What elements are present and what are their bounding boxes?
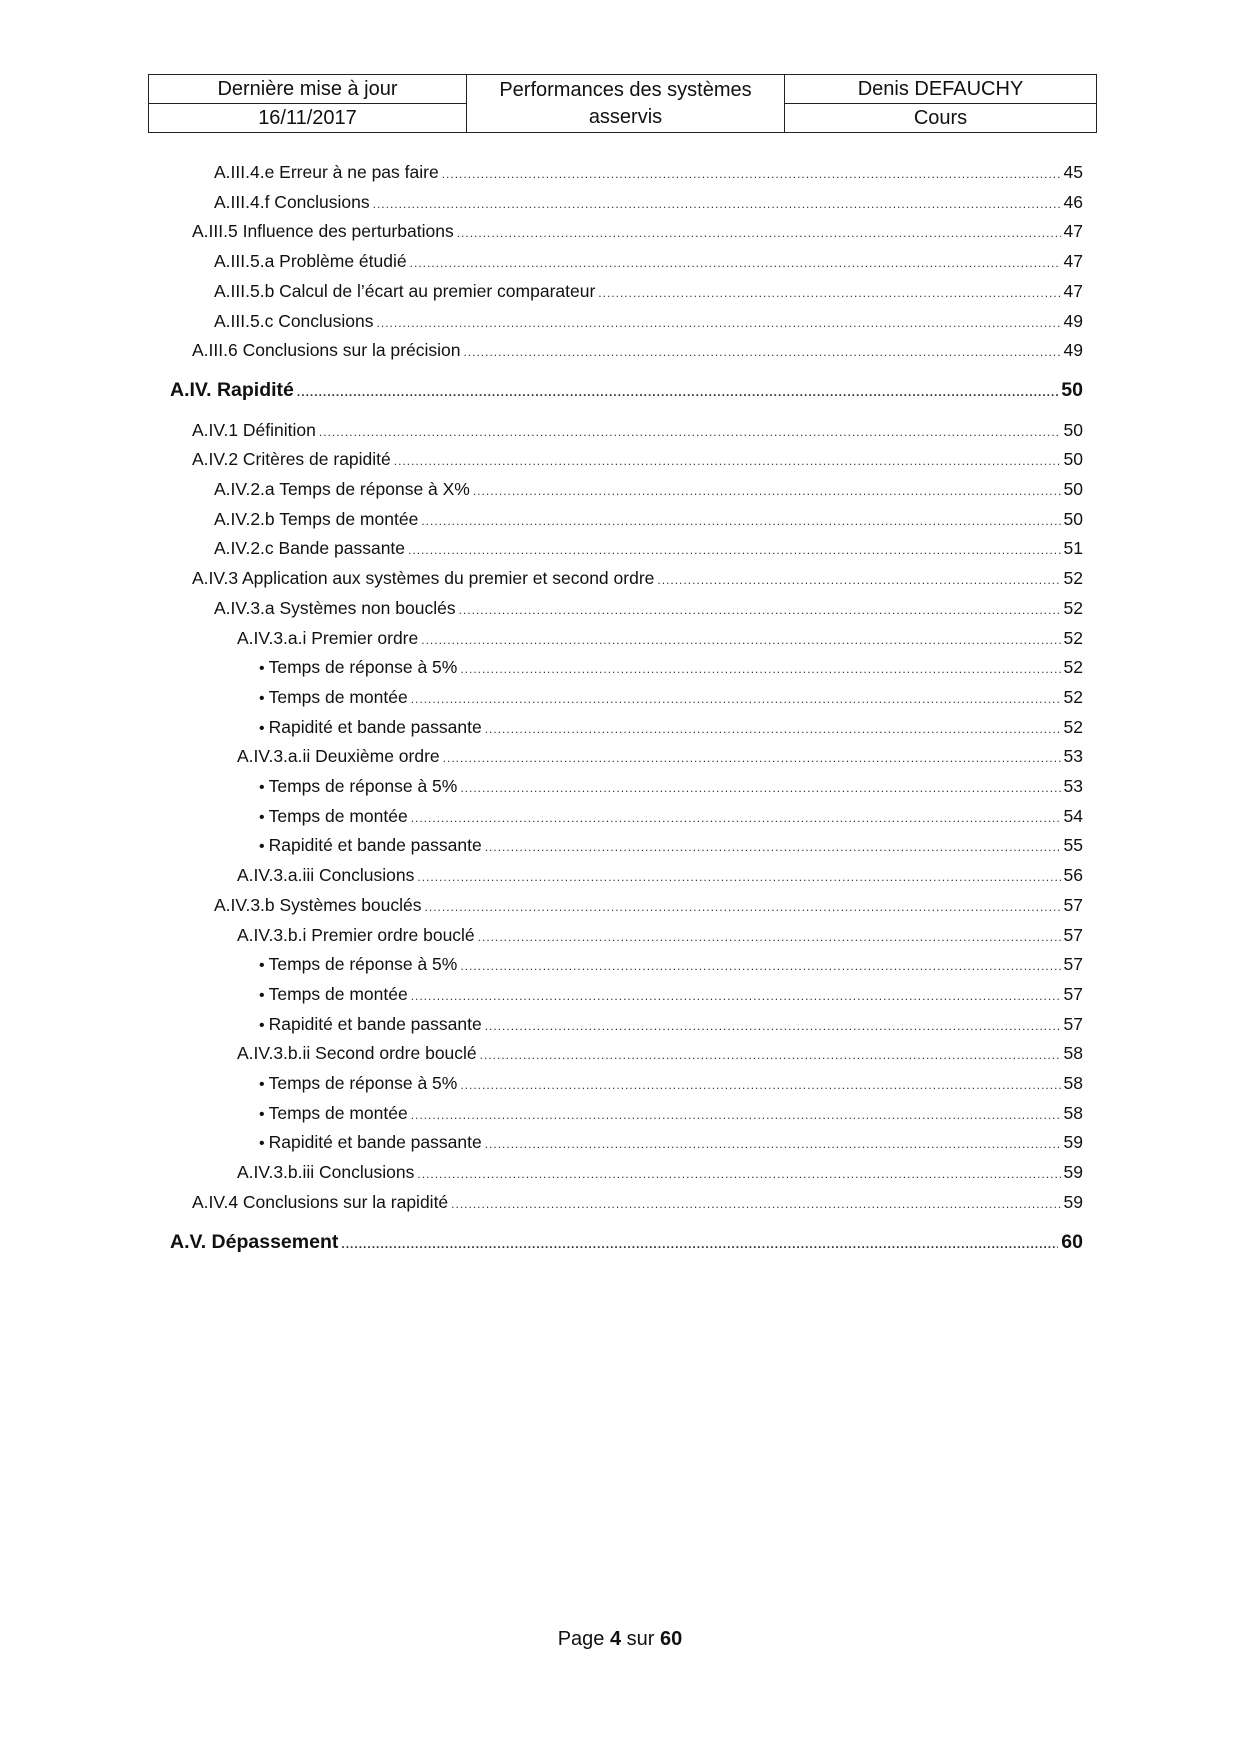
toc-entry[interactable] xyxy=(259,1101,1083,1125)
toc-entry-text: A.IV.3.b.i Premier ordre bouclé xyxy=(237,924,475,945)
toc-entry-title xyxy=(237,744,440,768)
dot-leader xyxy=(657,568,1060,592)
toc-entry-page: 50 xyxy=(1063,449,1083,470)
toc-entry-text: Rapidité et bande passante xyxy=(268,1013,482,1034)
toc-entry-text: A.IV.3 Application aux systèmes du premier et second ordre xyxy=(192,568,655,589)
toc-entry[interactable] xyxy=(259,1071,1083,1095)
dot-leader xyxy=(478,925,1061,949)
toc-entry[interactable] xyxy=(259,1130,1083,1154)
toc-entry-page: 58 xyxy=(1063,1043,1083,1064)
toc-entry-page: 49 xyxy=(1063,310,1083,331)
dot-leader xyxy=(485,1014,1061,1038)
dot-leader xyxy=(411,1103,1061,1127)
toc-entry-text: A.IV.3.b.iii Conclusions xyxy=(237,1162,415,1183)
toc-entry[interactable] xyxy=(259,833,1083,857)
dot-leader xyxy=(411,806,1061,830)
toc-entry-title xyxy=(259,715,482,741)
footer-current-page: 4 xyxy=(609,1628,622,1650)
dot-leader xyxy=(377,311,1061,335)
dot-leader xyxy=(457,221,1061,245)
toc-entry-title xyxy=(192,447,391,471)
toc-entry[interactable] xyxy=(214,190,1083,214)
toc-entry[interactable] xyxy=(259,715,1083,739)
dot-leader xyxy=(411,984,1061,1008)
author-name: Denis DEFAUCHY xyxy=(785,75,1097,104)
toc-entry-page: 50 xyxy=(1063,479,1083,499)
dot-leader xyxy=(373,192,1061,216)
toc-entry-page: 50 xyxy=(1063,508,1083,529)
toc-entry-page: 57 xyxy=(1063,894,1083,915)
dot-leader xyxy=(408,538,1061,562)
dot-leader xyxy=(460,657,1060,681)
dot-leader xyxy=(485,1132,1061,1156)
toc-entry[interactable] xyxy=(237,923,1083,947)
toc-entry-title xyxy=(259,685,408,711)
toc-entry[interactable] xyxy=(237,626,1083,650)
bullet-icon: • xyxy=(259,808,265,826)
toc-entry-title xyxy=(259,982,408,1008)
toc-entry[interactable] xyxy=(214,596,1083,620)
toc-entry[interactable] xyxy=(214,507,1083,531)
bullet-icon: • xyxy=(259,779,265,796)
toc-entry[interactable] xyxy=(259,1012,1083,1036)
toc-entry[interactable] xyxy=(192,418,1083,442)
bullet-icon: • xyxy=(259,1016,265,1034)
toc-entry-text: A.III.4.e Erreur à ne pas faire xyxy=(214,162,439,182)
toc-entry-title xyxy=(214,190,370,214)
toc-entry-text: Temps de montée xyxy=(268,805,408,826)
toc-entry[interactable] xyxy=(259,774,1083,798)
toc-entry-title xyxy=(237,1041,477,1065)
toc-entry-page: 52 xyxy=(1063,657,1083,678)
toc-entry-text: A.IV.3.a.iii Conclusions xyxy=(237,865,415,886)
toc-entry-text: A.IV.3.a.i Premier ordre xyxy=(237,627,419,648)
toc-entry[interactable] xyxy=(259,952,1083,976)
footer-page-prefix: Page xyxy=(557,1628,605,1650)
toc-entry-title xyxy=(192,338,460,362)
toc-entry-text: A.IV.3.b.ii Second ordre bouclé xyxy=(237,1043,477,1064)
toc-entry-text: A.III.5.b Calcul de l’écart au premier comparateur xyxy=(214,280,596,301)
toc-entry-title xyxy=(259,833,482,859)
toc-entry-title xyxy=(192,418,316,442)
toc-entry-page: 53 xyxy=(1063,776,1083,796)
toc-entry-text: Temps de réponse à 5% xyxy=(268,657,458,678)
toc-entry-text: A.IV.4 Conclusions sur la rapidité xyxy=(192,1191,449,1212)
dot-leader xyxy=(598,281,1060,305)
bullet-icon: • xyxy=(259,957,265,975)
toc-entry-page: 59 xyxy=(1063,1132,1083,1153)
dot-leader xyxy=(421,509,1060,533)
toc-entry[interactable] xyxy=(192,219,1083,243)
toc-entry-title xyxy=(214,536,405,560)
toc-entry-title xyxy=(237,863,414,887)
toc-section-entry[interactable] xyxy=(170,1230,1083,1254)
toc-entry-title xyxy=(214,309,374,333)
toc-entry-title xyxy=(259,1130,482,1156)
toc-entry[interactable] xyxy=(259,804,1083,828)
toc-entry-title xyxy=(259,952,457,978)
toc-entry-text: Temps de montée xyxy=(268,1102,408,1123)
dot-leader xyxy=(425,895,1061,919)
toc-entry-page: 51 xyxy=(1063,538,1083,559)
toc-entry-page: 50 xyxy=(1063,419,1083,440)
toc-section-entry[interactable] xyxy=(170,378,1083,402)
toc-entry-text: Temps de réponse à 5% xyxy=(268,776,458,796)
dot-leader xyxy=(459,598,1061,622)
bullet-icon: • xyxy=(259,689,265,707)
toc-entry[interactable] xyxy=(214,160,1083,184)
toc-entry-title xyxy=(214,596,456,620)
last-update-date: 16/11/2017 xyxy=(149,104,467,133)
toc-entry-text: A.IV.2 Critères de rapidité xyxy=(192,449,391,470)
toc-entry-title xyxy=(237,1160,414,1184)
toc-entry-page: 57 xyxy=(1063,1013,1083,1034)
toc-entry[interactable] xyxy=(192,566,1083,590)
bullet-icon: • xyxy=(259,1105,265,1123)
toc-entry-page: 59 xyxy=(1063,1191,1083,1212)
toc-entry-page: 58 xyxy=(1063,1073,1083,1093)
toc-entry-text: A.III.6 Conclusions sur la précision xyxy=(192,340,461,361)
toc-entry-text: A.IV.1 Définition xyxy=(192,419,316,440)
toc-entry[interactable] xyxy=(192,338,1083,362)
toc-entry-page: 47 xyxy=(1063,251,1083,272)
toc-entry-page: 52 xyxy=(1063,686,1083,707)
toc-entry-page: 55 xyxy=(1063,835,1083,856)
toc-entry-text: A.IV.2.c Bande passante xyxy=(214,538,406,559)
toc-entry-title xyxy=(192,1190,448,1214)
toc-entry[interactable] xyxy=(214,536,1083,560)
toc-entry-page: 49 xyxy=(1063,340,1083,361)
document-type: Cours xyxy=(785,104,1097,133)
footer-total-pages: 60 xyxy=(660,1628,683,1650)
dot-leader xyxy=(297,380,1058,404)
toc-entry[interactable] xyxy=(259,655,1083,679)
toc-entry-page: 57 xyxy=(1063,924,1083,945)
toc-entry-title xyxy=(170,1230,338,1254)
toc-entry-text: Rapidité et bande passante xyxy=(268,716,482,737)
toc-entry-page: 47 xyxy=(1063,221,1083,242)
last-update-label: Dernière mise à jour xyxy=(149,75,467,104)
bullet-icon: • xyxy=(259,1076,265,1093)
toc-entry[interactable] xyxy=(237,1041,1083,1065)
toc-entry-page: 53 xyxy=(1063,746,1083,767)
toc-entry-page: 54 xyxy=(1063,805,1083,826)
toc-entry-title xyxy=(170,378,294,402)
toc-entry[interactable] xyxy=(214,893,1083,917)
toc-entry-page: 60 xyxy=(1061,1230,1083,1253)
bullet-icon: • xyxy=(259,660,265,678)
dot-leader xyxy=(460,776,1060,800)
toc-entry[interactable] xyxy=(237,744,1083,768)
toc-entry-page: 50 xyxy=(1061,378,1083,401)
toc-entry-title xyxy=(237,626,418,650)
toc-entry[interactable] xyxy=(259,982,1083,1006)
dot-leader xyxy=(410,251,1061,275)
toc-entry-title xyxy=(192,219,454,243)
toc-entry-text: A.III.4.f Conclusions xyxy=(214,191,370,212)
toc-entry-title xyxy=(259,804,408,830)
subject-line-2: asservis xyxy=(588,105,663,128)
toc-entry-text: Temps de réponse à 5% xyxy=(268,1073,458,1093)
toc-entry[interactable] xyxy=(192,447,1083,471)
toc-entry[interactable] xyxy=(214,279,1083,303)
toc-entry[interactable] xyxy=(259,685,1083,709)
dot-leader xyxy=(341,1232,1058,1256)
toc-entry-page: 52 xyxy=(1063,627,1083,648)
dot-leader xyxy=(473,479,1061,503)
toc-entry-page: 57 xyxy=(1063,954,1083,975)
toc-entry-text: A.IV.3.a.ii Deuxième ordre xyxy=(237,746,440,767)
toc-entry[interactable] xyxy=(192,1190,1083,1214)
toc-entry-page: 52 xyxy=(1063,716,1083,737)
toc-entry-page: 59 xyxy=(1063,1162,1083,1183)
toc-entry-title xyxy=(192,566,654,590)
toc-entry-title xyxy=(214,160,439,184)
toc-entry-title xyxy=(214,507,418,531)
toc-entry-page: 56 xyxy=(1063,865,1083,886)
toc-entry-text: A.III.5.c Conclusions xyxy=(214,310,374,331)
toc-entry[interactable] xyxy=(214,249,1083,273)
toc-entry-text: Temps de montée xyxy=(268,686,408,707)
dot-leader xyxy=(460,954,1060,978)
toc-entry-title xyxy=(259,1101,408,1127)
toc-entry-title xyxy=(214,477,470,501)
toc-entry[interactable] xyxy=(214,477,1083,501)
dot-leader xyxy=(319,420,1061,444)
dot-leader xyxy=(394,449,1061,473)
toc-entry-text: A.IV.3.a Systèmes non bouclés xyxy=(214,597,456,618)
dot-leader xyxy=(480,1043,1061,1067)
toc-entry-page: 57 xyxy=(1063,983,1083,1004)
bullet-icon: • xyxy=(259,1135,265,1153)
bullet-icon: • xyxy=(259,838,265,856)
toc-entry-text: A.V. Dépassement xyxy=(170,1230,339,1253)
dot-leader xyxy=(421,628,1060,652)
toc-entry[interactable] xyxy=(214,309,1083,333)
toc-entry-page: 52 xyxy=(1063,568,1083,589)
toc-entry-title xyxy=(214,279,595,303)
toc-entry-title xyxy=(214,893,422,917)
toc-entry-title xyxy=(259,774,457,800)
page-footer xyxy=(0,1628,1240,1651)
toc-entry-text: Temps de réponse à 5% xyxy=(268,954,458,975)
document-subject xyxy=(467,75,785,133)
toc-entry[interactable] xyxy=(237,1160,1083,1184)
toc-entry-page: 46 xyxy=(1063,191,1083,212)
toc-entry-text: A.III.5 Influence des perturbations xyxy=(192,221,454,242)
toc-entry-text: Rapidité et bande passante xyxy=(268,835,482,856)
toc-entry-title xyxy=(214,249,407,273)
bullet-icon: • xyxy=(259,719,265,737)
bullet-icon: • xyxy=(259,986,265,1004)
toc-entry-text: Rapidité et bande passante xyxy=(268,1132,482,1153)
dot-leader xyxy=(485,835,1061,859)
toc-entry-text: A.III.5.a Problème étudié xyxy=(214,251,407,272)
toc-entry-page: 52 xyxy=(1063,597,1083,618)
dot-leader xyxy=(451,1192,1060,1216)
toc-entry-title xyxy=(259,655,457,681)
toc-entry[interactable] xyxy=(237,863,1083,887)
toc-entry-page: 58 xyxy=(1063,1102,1083,1123)
toc-entry-text: A.IV.2.b Temps de montée xyxy=(214,508,419,529)
toc-entry-text: Temps de montée xyxy=(268,983,408,1004)
dot-leader xyxy=(463,340,1060,364)
toc-entry-title xyxy=(259,1012,482,1038)
toc-entry-page: 47 xyxy=(1063,280,1083,301)
toc-entry-page: 45 xyxy=(1063,162,1083,182)
toc-entry-title xyxy=(237,923,475,947)
footer-separator: sur xyxy=(626,1628,655,1650)
dot-leader xyxy=(485,717,1061,741)
toc-entry-text: A.IV.3.b Systèmes bouclés xyxy=(214,894,422,915)
dot-leader xyxy=(443,746,1061,770)
dot-leader xyxy=(460,1073,1060,1097)
dot-leader xyxy=(411,687,1061,711)
dot-leader xyxy=(417,865,1060,889)
toc-entry-text: A.IV.2.a Temps de réponse à X% xyxy=(214,479,470,499)
toc-entry-text: A.IV. Rapidité xyxy=(170,378,294,401)
toc-entry-title xyxy=(259,1071,457,1097)
dot-leader xyxy=(417,1162,1060,1186)
subject-line-1: Performances des systèmes xyxy=(499,78,752,101)
dot-leader xyxy=(442,162,1061,186)
document-header xyxy=(148,74,1097,133)
